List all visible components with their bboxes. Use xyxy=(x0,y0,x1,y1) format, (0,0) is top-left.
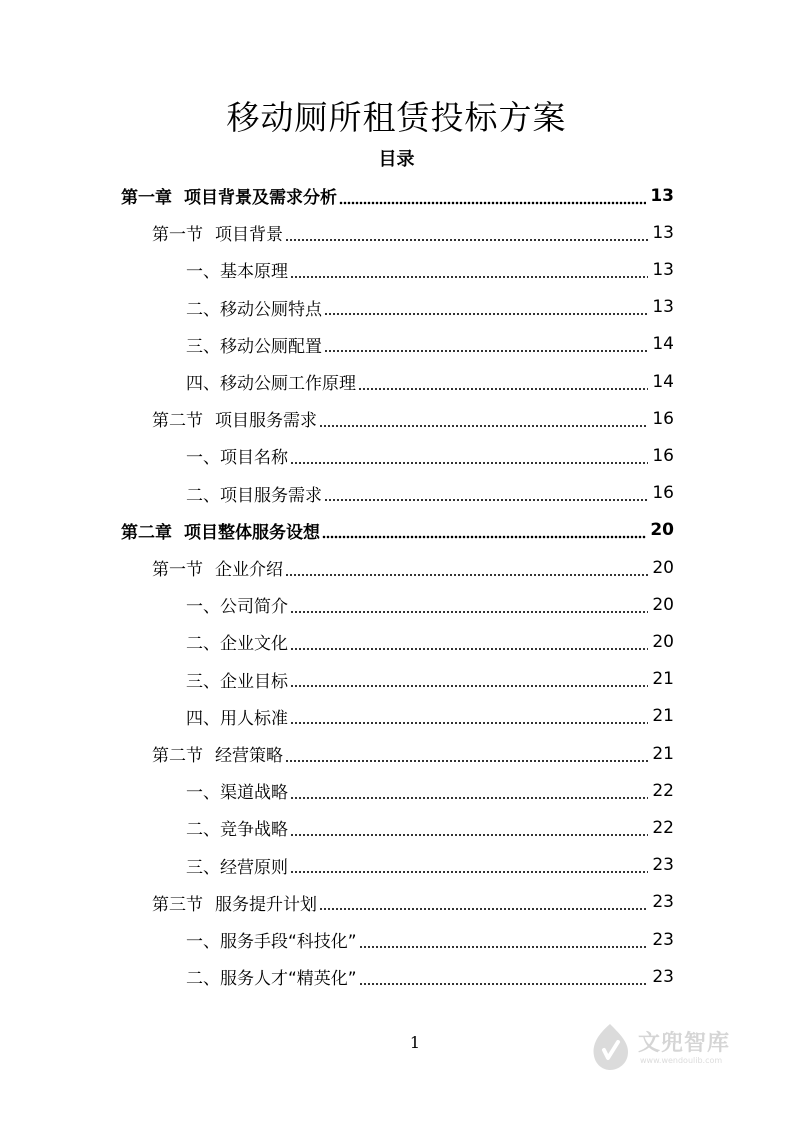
toc-entry-label: 二、竞争战略 xyxy=(186,820,288,841)
toc-entry-page: 23 xyxy=(652,929,674,950)
toc-dot-leader xyxy=(324,490,648,502)
toc-dot-leader xyxy=(290,453,648,465)
toc-entry-label: 二、企业文化 xyxy=(186,634,288,655)
toc-entry-page: 13 xyxy=(652,259,674,280)
toc-dot-leader xyxy=(285,751,648,763)
toc-entry-label: 一、基本原理 xyxy=(186,262,288,283)
toc-entry-label: 经营策略 xyxy=(215,746,283,766)
toc-entry-page: 16 xyxy=(652,483,674,504)
toc-entry[interactable] xyxy=(186,698,674,735)
toc-entry-page: 13 xyxy=(652,222,674,243)
toc-entry-prefix: 第一章 xyxy=(121,188,172,208)
toc-entry-page: 21 xyxy=(652,743,674,764)
toc-entry[interactable] xyxy=(186,363,674,400)
toc-entry-page: 13 xyxy=(650,185,674,206)
toc-entry-label: 一、项目名称 xyxy=(186,448,288,469)
toc-dot-leader xyxy=(290,602,648,614)
toc-entry-label: 三、移动公厕配置 xyxy=(186,336,322,357)
toc-entry[interactable] xyxy=(152,214,674,251)
toc-heading: 目录 xyxy=(378,149,415,170)
toc-entry-label: 四、移动公厕工作原理 xyxy=(186,374,356,394)
toc-entry-label: 三、经营原则 xyxy=(186,857,288,878)
watermark xyxy=(588,1020,763,1076)
toc-entry-prefix: 第一节 xyxy=(152,225,203,246)
toc-entry[interactable] xyxy=(186,921,674,958)
toc-dot-leader xyxy=(358,379,648,391)
toc-entry-page: 20 xyxy=(650,520,674,541)
toc-dot-leader xyxy=(324,304,648,316)
toc-entry[interactable] xyxy=(152,884,674,921)
toc-entry[interactable] xyxy=(186,772,674,809)
toc-entry-label: 项目背景及需求分析 xyxy=(184,188,337,208)
toc-entry[interactable] xyxy=(152,400,674,437)
toc-dot-leader xyxy=(339,193,646,205)
toc-entry-label: 一、渠道战略 xyxy=(186,783,288,804)
toc-entry-page: 16 xyxy=(652,408,674,429)
watermark-url: www.wendoulib.com xyxy=(640,1056,723,1065)
document-title: 移动厕所租赁投标方案 xyxy=(226,98,567,137)
toc-dot-leader xyxy=(290,267,648,279)
page-number: 1 xyxy=(409,1033,421,1052)
toc-dot-leader xyxy=(285,565,648,577)
toc-entry-label: 二、服务人才“精英化” xyxy=(186,969,357,990)
toc-entry-label: 企业介绍 xyxy=(215,560,283,580)
toc-entry[interactable] xyxy=(186,251,674,288)
toc-entry-prefix: 第二节 xyxy=(152,411,203,432)
toc-entry-page: 23 xyxy=(652,966,674,987)
toc-dot-leader xyxy=(290,639,648,651)
toc-entry-label: 三、企业目标 xyxy=(186,671,288,692)
toc-entry-page: 20 xyxy=(652,631,674,652)
toc-entry-page: 23 xyxy=(652,892,674,913)
toc-entry-page: 22 xyxy=(652,817,674,838)
toc-entry[interactable] xyxy=(186,437,674,474)
toc-entry[interactable] xyxy=(186,289,674,326)
toc-entry-page: 14 xyxy=(652,334,674,355)
toc-entry-label: 二、移动公厕特点 xyxy=(186,299,322,320)
toc-entry[interactable] xyxy=(186,475,674,512)
toc-entry-label: 项目服务需求 xyxy=(215,411,317,432)
toc-dot-leader xyxy=(290,788,648,800)
toc-entry-label: 服务提升计划 xyxy=(215,894,317,915)
toc-entry-label: 一、公司简介 xyxy=(186,597,288,618)
toc-entry-page: 21 xyxy=(652,669,674,690)
toc-entry[interactable] xyxy=(186,326,674,363)
toc-entry-label: 二、项目服务需求 xyxy=(186,485,322,506)
toc-entry-prefix: 第二章 xyxy=(121,522,172,543)
toc-dot-leader xyxy=(324,341,648,353)
toc-entry[interactable] xyxy=(152,735,674,772)
toc-entry-page: 20 xyxy=(652,594,674,615)
toc-entry-page: 21 xyxy=(652,706,674,727)
toc-dot-leader xyxy=(319,899,648,911)
toc-entry[interactable] xyxy=(152,549,674,586)
toc-entry-prefix: 第二节 xyxy=(152,746,203,766)
toc-entry-label: 项目整体服务设想 xyxy=(184,522,320,543)
toc-entry-prefix: 第三节 xyxy=(152,894,203,915)
toc-entry-page: 14 xyxy=(652,371,674,392)
toc-entry[interactable] xyxy=(121,512,674,549)
toc-entry-page: 13 xyxy=(652,297,674,318)
toc-entry[interactable] xyxy=(186,586,674,623)
toc-entry-page: 23 xyxy=(652,855,674,876)
toc-dot-leader xyxy=(322,527,646,539)
toc-entry-prefix: 第一节 xyxy=(152,560,203,580)
toc-entry[interactable] xyxy=(186,623,674,660)
watermark-text: 文兜智库 xyxy=(638,1031,731,1056)
toc-entry-label: 一、服务手段“科技化” xyxy=(186,932,357,952)
toc-entry[interactable] xyxy=(186,661,674,698)
toc-dot-leader xyxy=(290,676,648,688)
toc-entry[interactable] xyxy=(186,847,674,884)
wendou-logo-icon xyxy=(588,1022,632,1072)
toc-dot-leader xyxy=(290,825,648,837)
toc-entry-page: 20 xyxy=(652,557,674,578)
toc-entry[interactable] xyxy=(186,958,674,995)
toc-entry[interactable] xyxy=(121,177,674,214)
toc-entry[interactable] xyxy=(186,809,674,846)
toc-entry-label: 四、用人标准 xyxy=(186,708,288,729)
toc-dot-leader xyxy=(319,416,648,428)
toc-dot-leader xyxy=(285,230,648,242)
toc-dot-leader xyxy=(359,937,648,949)
toc-entry-label: 项目背景 xyxy=(215,225,283,246)
toc-dot-leader xyxy=(290,862,648,874)
toc-dot-leader xyxy=(359,974,648,986)
toc-entry-page: 16 xyxy=(652,445,674,466)
toc-dot-leader xyxy=(290,713,648,725)
toc-entry-page: 22 xyxy=(652,780,674,801)
